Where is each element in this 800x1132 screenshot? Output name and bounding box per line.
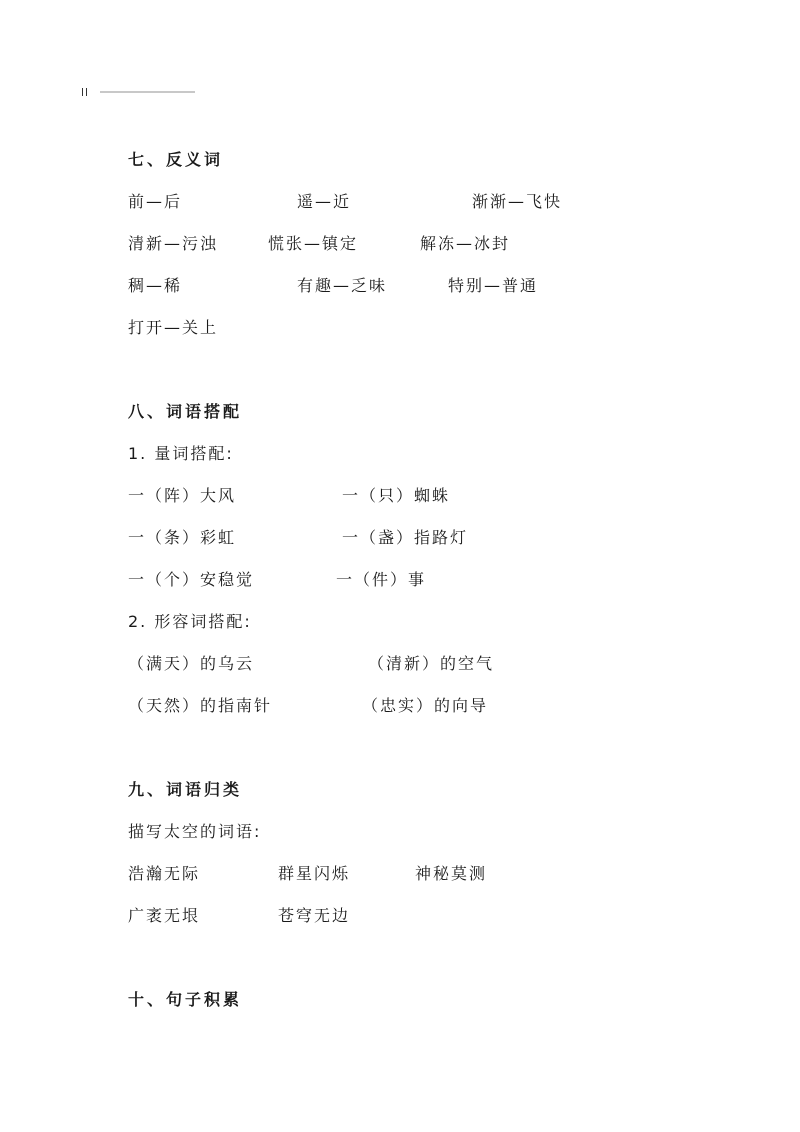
- measure-item: 一（阵）大风: [128, 486, 237, 505]
- measure-item: 一（盏）指路灯: [342, 528, 469, 547]
- adjective-item: （满天）的乌云: [128, 654, 255, 673]
- measure-item: 一（个）安稳觉: [128, 570, 255, 589]
- subheading-measure-words: 1. 量词搭配:: [128, 444, 234, 463]
- antonym-pair: 解冻—冰封: [420, 234, 511, 253]
- antonym-pair: 有趣—乏味: [297, 276, 388, 295]
- antonym-pair: 遥—近: [297, 192, 352, 211]
- antonym-pair: 打开—关上: [128, 318, 219, 337]
- section-heading-classify: 九、词语归类: [128, 780, 243, 799]
- adjective-item: （忠实）的向导: [362, 696, 489, 715]
- classify-label: 描写太空的词语:: [128, 822, 262, 841]
- antonym-pair: 慌张—镇定: [268, 234, 359, 253]
- space-word: 苍穹无边: [278, 906, 351, 925]
- measure-item: 一（只）蜘蛛: [342, 486, 451, 505]
- space-word: 群星闪烁: [278, 864, 351, 883]
- space-word: 广袤无垠: [128, 906, 201, 925]
- adjective-item: （天然）的指南针: [128, 696, 273, 715]
- section-heading-collocation: 八、词语搭配: [128, 402, 243, 421]
- subheading-adjectives: 2. 形容词搭配:: [128, 612, 252, 631]
- antonym-pair: 特别—普通: [448, 276, 539, 295]
- section-heading-antonyms: 七、反义词: [128, 150, 224, 169]
- header-scrawl: [100, 91, 195, 93]
- adjective-item: （清新）的空气: [368, 654, 495, 673]
- section-heading-sentences: 十、句子积累: [128, 990, 243, 1009]
- antonym-pair: 清新—污浊: [128, 234, 219, 253]
- antonym-pair: 渐渐—飞快: [472, 192, 563, 211]
- measure-item: 一（条）彩虹: [128, 528, 237, 547]
- antonym-pair: 稠—稀: [128, 276, 183, 295]
- measure-item: 一（件）事: [336, 570, 427, 589]
- antonym-pair: 前—后: [128, 192, 183, 211]
- space-word: 神秘莫测: [415, 864, 488, 883]
- header-mark: [82, 88, 87, 96]
- space-word: 浩瀚无际: [128, 864, 201, 883]
